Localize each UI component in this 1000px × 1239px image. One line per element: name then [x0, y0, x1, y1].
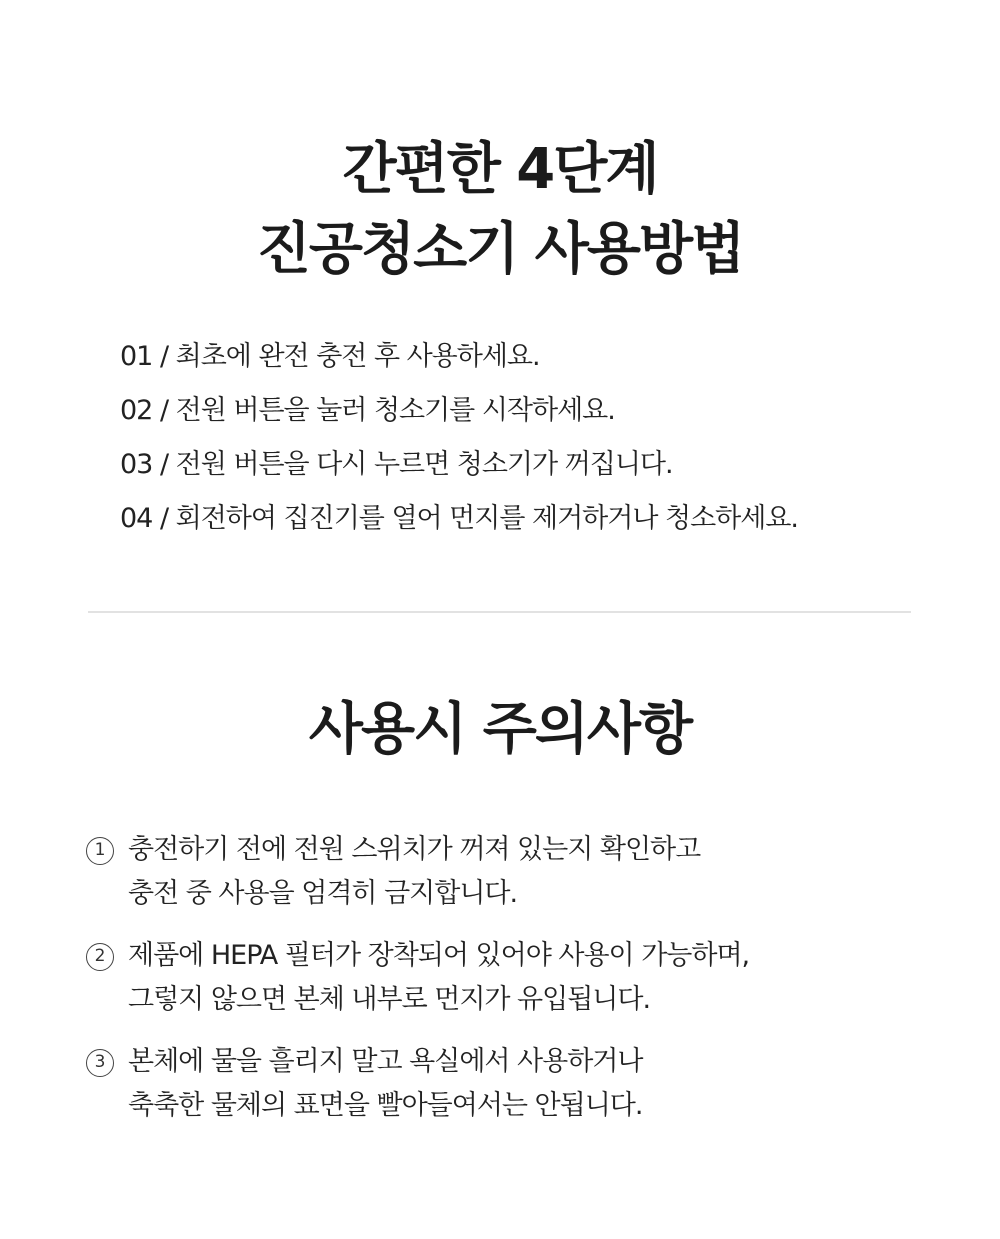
- usage-title-line: 진공청소기 사용방법: [256, 217, 744, 282]
- caution-text: 본체에 물을 흘리지 말고 욕실에서 사용하거나: [128, 1046, 643, 1077]
- circled-number-badge: 2: [86, 943, 114, 971]
- section-divider: [88, 611, 911, 613]
- usage-step: 02 / 전원 버튼을 눌러 청소기를 시작하세요.: [120, 395, 615, 426]
- usage-title-line: 간편한 4단계: [342, 137, 658, 202]
- usage-title: [0, 130, 1000, 290]
- caution-item: [86, 932, 966, 1038]
- usage-step: 01 / 최초에 완전 충전 후 사용하세요.: [120, 341, 540, 372]
- cautions-list: [86, 826, 966, 1144]
- usage-steps-list: [120, 330, 980, 546]
- caution-text: 충전하기 전에 전원 스위치가 꺼져 있는지 확인하고: [128, 834, 701, 865]
- circled-number-badge: 1: [86, 837, 114, 865]
- circled-number-badge: 3: [86, 1049, 114, 1077]
- caution-text: 충전 중 사용을 엄격히 금지합니다.: [128, 878, 518, 909]
- caution-text: 제품에 HEPA 필터가 장착되어 있어야 사용이 가능하며,: [128, 940, 750, 971]
- caution-text: 그렇지 않으면 본체 내부로 먼지가 유입됩니다.: [128, 984, 651, 1015]
- cautions-title-text: 사용시 주의사항: [308, 697, 692, 762]
- caution-item: [86, 1038, 966, 1144]
- cautions-title: [0, 690, 1000, 770]
- caution-text: 축축한 물체의 표면을 빨아들여서는 안됩니다.: [128, 1090, 643, 1121]
- caution-item: [86, 826, 966, 932]
- usage-step: 03 / 전원 버튼을 다시 누르면 청소기가 꺼집니다.: [120, 449, 673, 480]
- usage-step: 04 / 회전하여 집진기를 열어 먼지를 제거하거나 청소하세요.: [120, 503, 798, 534]
